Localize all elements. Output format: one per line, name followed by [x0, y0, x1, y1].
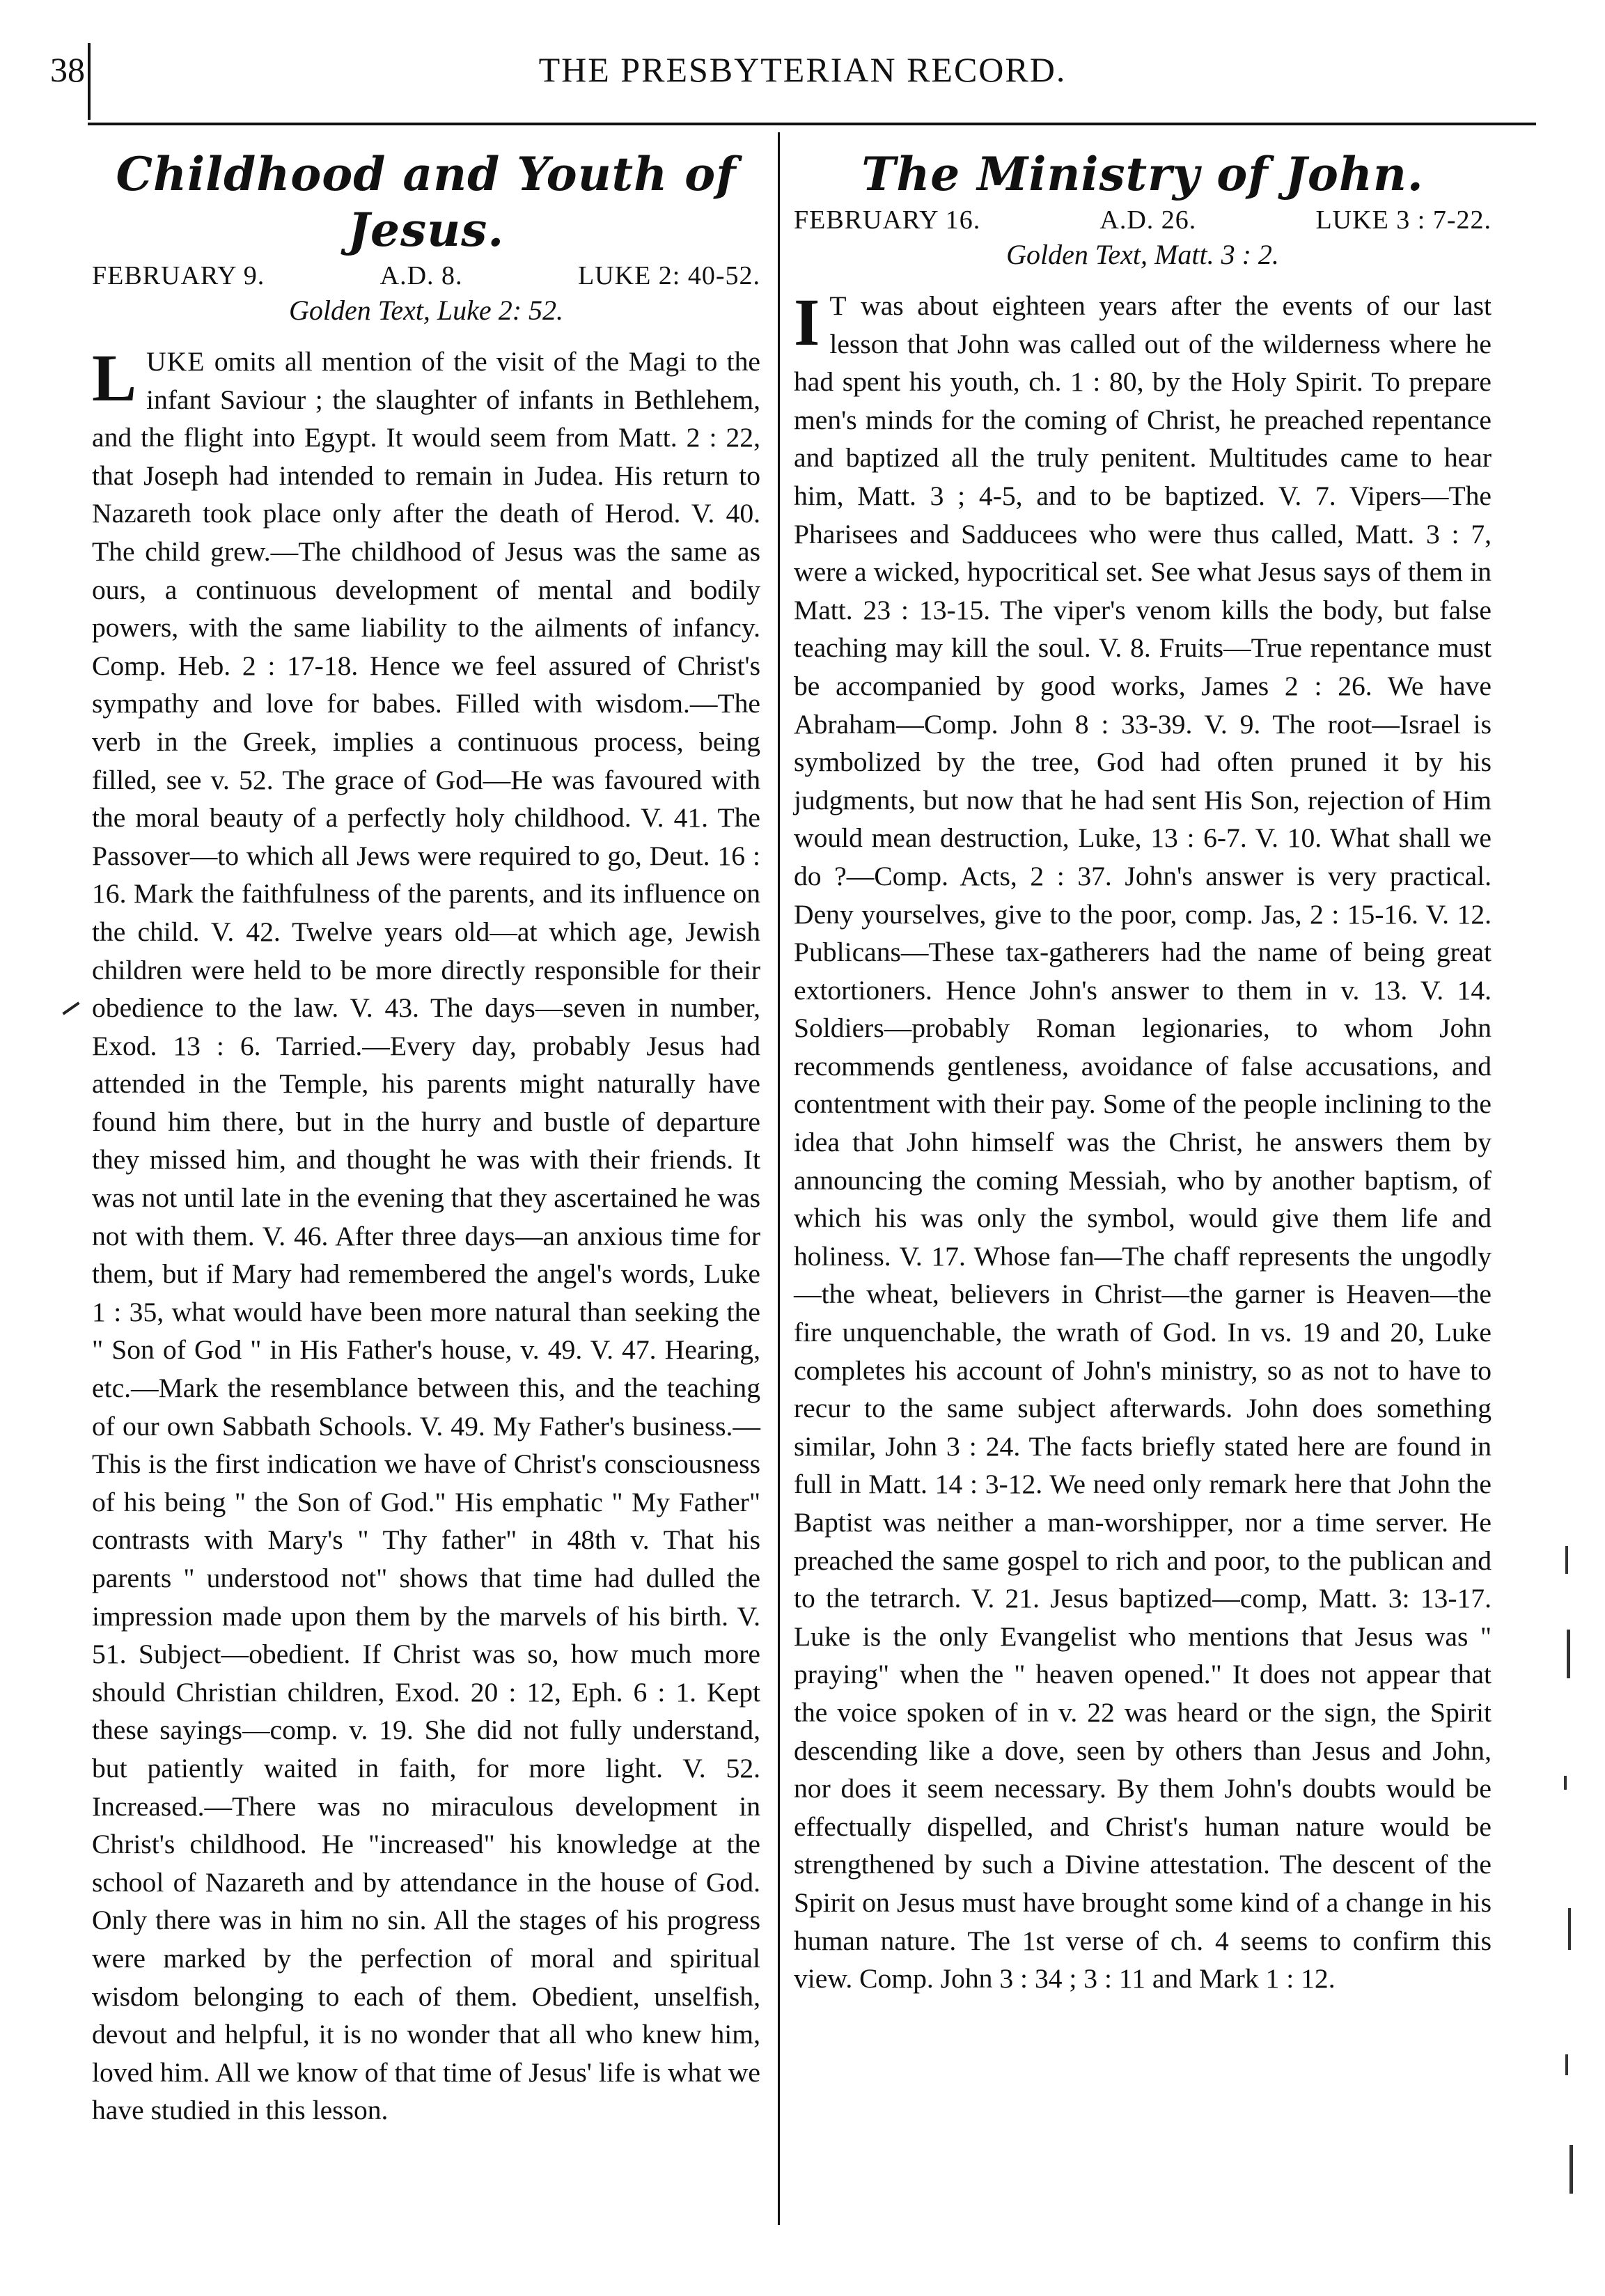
lesson-reference: LUKE 2: 40-52.: [577, 261, 760, 290]
margin-specks: [1560, 1546, 1602, 2242]
lesson-title: The Ministry of John.: [861, 147, 1424, 201]
lesson-meta: [794, 203, 1492, 237]
lesson-body-text: was about eighteen years after the events of our last lesson that John was called out of the wilderness where he had spent his youth, ch. 1 : 80, by the Holy Spirit. To prepare men's minds for the coming of Christ, he preached repentance and baptized all the truly penitent. Multitudes came to hear him, Matt. 3 ; 4-5, and to be baptized. V. 7. Vipers—The Pharisees and Sadducees who were thus called, Matt. 3 : 7, were a wicked, hypocritical set. See what Jesus says of them in Matt. 23 : 13-15. The viper's venom kills the body, but false teaching may kill the soul. V. 8. Fruits—True repentance must be accompanied by good works, James 2 : 26. We have Abraham—Comp. John 8 : 33-39. V. 9. The root—Israel is symbolized by the tree, God had often pruned it by his judgments, but now that he had sent His Son, rejection of Him would mean destruction, Luke, 13 : 6-7. V. 10. What shall we do ?—Comp. Acts, 2 : 37. John's answer is very practical. Deny yourselves, give to the poor, comp. Jas, 2 : 15-16. V. 12. Publicans—These tax-gatherers had the name of being great extortioners. Hence John's answer to them in v. 13. V. 14. Soldiers—probably Roman legionaries, to whom John recommends gentleness, avoidance of false accusations, and contentment with their pay. Some of the people inclining to the idea that John himself was the Christ, he answers them by announcing the coming Messiah, who by another baptism, of which his was only the symbol, would give them life and holiness. V. 17. Whose fan—The chaff represents the ungodly—the wheat, believers in Christ—the garner is Heaven—the fire unquenchable, the wrath of God. In vs. 19 and 20, Luke completes his account of John's ministry, so as not to have to recur to the same subject afterwards. John does something similar, John 3 : 24. The facts briefly stated here are found in full in Matt. 14 : 3-12. We need only remark here that John the Baptist was neither a man-worshipper, nor a time server. He preached the same gospel to rich and poor, to the publican and to the tetrarch. V. 21. Jesus baptized—comp, Matt. 3: 13-17. Luke is the only Evangelist who mentions that Jesus was " praying" when the " heaven opened." It does not appear that the voice spoken of in v. 22 was heard or the sign, the Spirit descending like a dove, seen by others than Jesus and John, nor does it seem necessary. By them John's doubts would be effectually dispelled, and Christ's human nature would be strengthened by such a Divine attestation. The descent of the Spirit on Jesus must have brought some kind of a change in his human nature. The 1st verse of ch. 4 seems to confirm this view. Comp. John 3 : 34 ; 3 : 11 and Mark 1 : 12.: [794, 290, 1492, 1994]
header-rule: [88, 123, 1536, 125]
golden-text: Golden Text, Matt. 3 : 2.: [1006, 239, 1279, 270]
lesson-title: Childhood and Youth of Jesus.: [116, 147, 737, 257]
lesson-opening: UKE: [146, 346, 205, 377]
journal-title: THE PRESBYTERIAN RECORD.: [538, 50, 1067, 89]
lesson-body: [92, 343, 760, 2130]
drop-cap: L: [92, 341, 137, 415]
lesson-body-text: omits all mention of the visit of the Magi to the infant Saviour ; the slaughter of infants in Bethlehem, and the flight into Egypt. It would seem from Matt. 2 : 22, that Joseph had intended to remain in Judea. His return to Nazareth took place only after the death of Herod. V. 40. The child grew.—The childhood of Jesus was the same as ours, a continuous development of mental and bodily powers, with the same liability to the ailments of infancy. Comp. Heb. 2 : 17-18. Hence we feel assured of Christ's sympathy and love for babes. Filled with wisdom.—The verb in the Greek, implies a continuous process, being filled, see v. 52. The grace of God—He was favoured with the moral beauty of a perfectly holy childhood. V. 41. The Passover—to which all Jews were required to go, Deut. 16 : 16. Mark the faithfulness of the parents, and its influence on the child. V. 42. Twelve years old—at which age, Jewish children were held to be more directly responsible for their obedience to the law. V. 43. The days—seven in number, Exod. 13 : 6. Tarried.—Every day, probably Jesus had attended in the Temple, his parents might naturally have found him there, but in the hurry and bustle of departure they missed him, and thought he was with their friends. It was not until late in the evening that they ascertained he was not with them. V. 46. After three days—an anxious time for them, but if Mary had remembered the angel's words, Luke 1 : 35, what would have been more natural than seeking the " Son of God " in His Father's house, v. 49. V. 47. Hearing, etc.—Mark the resemblance between this, and the teaching of our own Sabbath Schools. V. 49. My Father's business.—This is the first indication we have of Christ's consciousness of his being " the Son of God." His emphatic " My Father" contrasts with Mary's " Thy father" in 48th v. That his parents " understood not" shows that time had dulled the impression made upon them by the marvels of his birth. V. 51. Subject—obedient. If Christ was so, how much more should Christian children, Exod. 20 : 12, Eph. 6 : 1. Kept these sayings—comp. v. 19. She did not fully understand, but patiently waited in faith, for more light. V. 52. Increased.—There was no miraculous development in Christ's childhood. He "increased" his knowledge at the school of Nazareth and by attendance in the house of God. Only there was in him no sin. All the stages of his progress were marked by the perfection of moral and spiritual wisdom belonging to each of them. Obedient, unselfish, devout and helpful, it is no wonder that all who knew him, loved him. All we know of that time of Jesus' life is what we have studied in this lesson.: [92, 346, 760, 2126]
lesson-meta: [92, 259, 760, 292]
lesson-date: FEBRUARY 9.: [92, 261, 265, 290]
page-number: 38: [50, 50, 85, 89]
lesson-opening: T: [829, 290, 847, 321]
lesson-column-right: [794, 146, 1492, 1998]
lesson-date: FEBRUARY 16.: [794, 205, 981, 235]
lesson-reference: LUKE 3 : 7-22.: [1315, 205, 1492, 235]
margin-tick-mark: [62, 1001, 79, 1015]
lesson-body: [794, 287, 1492, 1998]
lesson-column-left: [92, 146, 760, 2130]
golden-text: Golden Text, Luke 2: 52.: [288, 295, 564, 326]
drop-cap: I: [794, 285, 820, 359]
lesson-year: A.D. 8.: [379, 261, 463, 290]
header-left-rule: [88, 43, 91, 120]
lesson-year: A.D. 26.: [1099, 205, 1197, 235]
column-divider: [778, 132, 780, 2225]
